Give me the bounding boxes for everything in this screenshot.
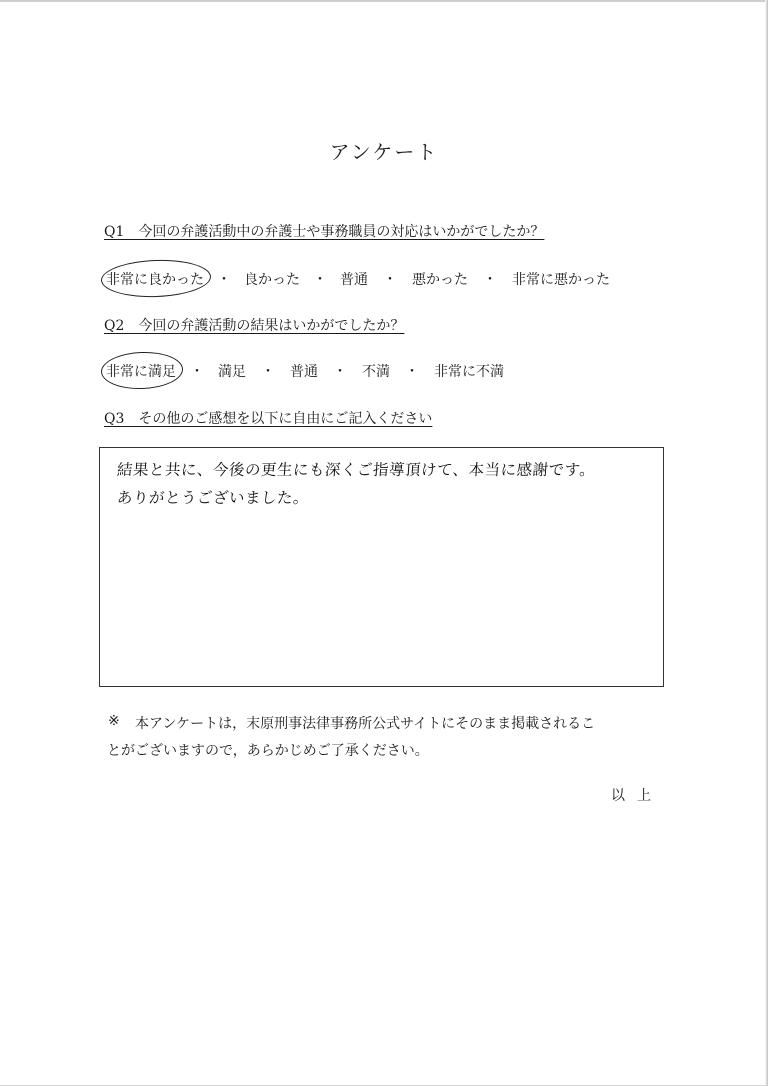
q2-option-1: 非常に満足	[106, 361, 176, 381]
q2-separator: ・	[405, 364, 419, 380]
q1-option-4: 悪かった	[412, 272, 468, 288]
q2-question: Q2 今回の弁護活動の結果はいかがでしたか？	[104, 318, 405, 334]
free-comment-box	[99, 447, 664, 687]
q1-options	[106, 269, 610, 289]
q2-separator: ・	[261, 364, 275, 380]
q2-options	[106, 361, 504, 381]
q1-option-2: 良かった	[244, 272, 300, 288]
q1-separator: ・	[483, 272, 497, 288]
publication-note	[107, 711, 660, 765]
closing-mark: 以上	[611, 788, 663, 804]
q2-option-5: 非常に不満	[434, 364, 504, 380]
q3-question: Q3 その他のご感想を以下に自由にご記入ください	[104, 411, 433, 427]
handwritten-answer-line-2: ありがとうございました。	[116, 489, 310, 507]
q2-separator: ・	[333, 364, 347, 380]
note-line-1: 本アンケートは，末原刑事法律事務所公式サイトにそのまま掲載されるこ	[135, 716, 596, 732]
q1-option-3: 普通	[340, 272, 368, 288]
page-title: アンケート	[329, 140, 439, 164]
q1-separator: ・	[313, 272, 327, 288]
q2-option-3: 普通	[290, 364, 318, 380]
q2-separator: ・	[190, 364, 204, 380]
q1-separator: ・	[383, 272, 397, 288]
q2-option-4: 不満	[362, 364, 390, 380]
q1-separator: ・	[217, 272, 231, 288]
handwritten-answer-line-1: 結果と共に、今後の更生にも深くご指導頂けて、本当に感謝です。	[116, 461, 597, 479]
q1-option-1: 非常に良かった	[106, 269, 204, 289]
q2-option-2: 満足	[218, 364, 246, 380]
q1-question: Q1 今回の弁護活動中の弁護士や事務職員の対応はいかがでしたか？	[104, 224, 545, 240]
note-line-2: とがございますので，あらかじめご了承ください。	[107, 743, 429, 759]
note-mark: ※	[108, 713, 120, 729]
scan-edge-top	[0, 0, 768, 2]
q1-option-5: 非常に悪かった	[512, 272, 610, 288]
